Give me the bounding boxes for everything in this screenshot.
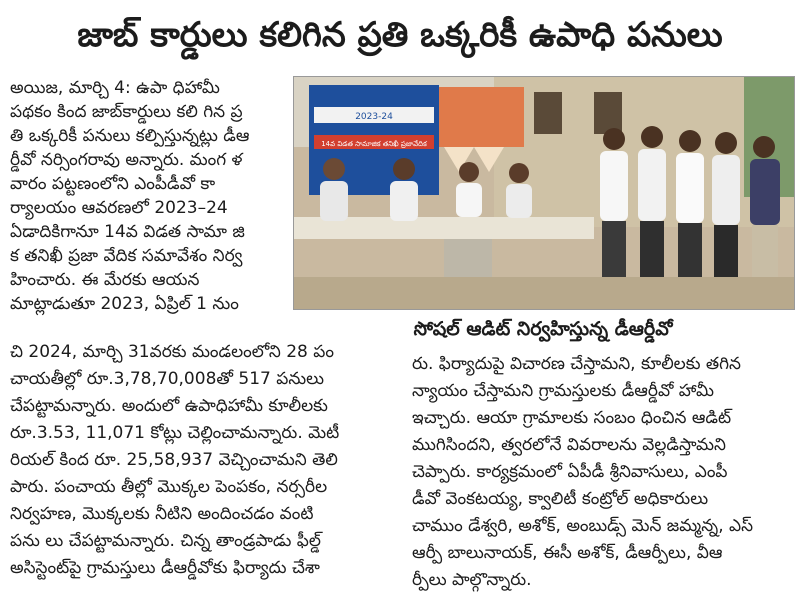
text-line: ముగిసిందని, త్వరలోనే వివరాలను వెల్లడిస్తామని bbox=[412, 435, 726, 455]
headline: జాబ్ కార్డులు కలిగిన ప్రతి ఒక్కరికీ ఉపాధి పనులు bbox=[77, 15, 723, 55]
photo-caption: సోషల్ ఆడిట్ నిర్వహిస్తున్న డీఆర్డీవో bbox=[413, 318, 673, 340]
text-line: చాయతీల్లో రూ.3,78,70,008తో 517 పనులు bbox=[10, 369, 325, 389]
text-line: చెప్పారు. కార్యక్రమంలో ఏపీడీ శ్రీనివాసులు, ఎంపీ bbox=[412, 462, 728, 482]
text-line: అయిజ, మార్చి 4: ఉపా ధిహామీ bbox=[10, 78, 220, 98]
text-line: డీవో వెంకటయ్య, క్వాలిటీ కంట్రోల్ అధికారులు bbox=[412, 489, 709, 509]
text-line: హించారు. ఈ మేరకు ఆయన bbox=[10, 270, 200, 290]
text-line: చి 2024, మార్చి 31వరకు మండలంలోని 28 పం bbox=[10, 342, 334, 362]
text-line: వారం పట్టణంలోని ఎంపీడీవో కా bbox=[10, 174, 216, 194]
text-line: చేపట్టామన్నారు. అందులో ఉపాధిహామీ కూలీలకు bbox=[10, 396, 328, 416]
photo-illustration bbox=[294, 77, 794, 309]
text-line: మాట్లాడుతూ 2023, ఏప్రిల్ 1 నుం bbox=[10, 294, 239, 314]
text-line: పథకం కింద జాబ్‌కార్డులు కలి గిన ప్ర bbox=[10, 102, 243, 122]
text-line: రు. ఫిర్యాదుపై విచారణ చేస్తామని, కూలీలకు తగిన bbox=[412, 354, 741, 374]
text-line: ఏడాదికిగానూ 14వ విడత సామా జి bbox=[10, 222, 245, 242]
text-line: పను లు చేపట్టామన్నారు. చిన్న తాండ్రపాడు ఫీల్డ్ bbox=[10, 531, 321, 551]
text-line: ఆర్పీ బాలునాయక్, ఈసీ అశోక్, డీఆర్పీలు, వీఆ bbox=[412, 543, 723, 563]
text-line: పారు. పంచాయ తీల్లో మొక్కల పెంపకం, నర్సరీల bbox=[10, 477, 328, 497]
banner-subtitle: 2023-24 bbox=[355, 112, 393, 122]
text-line: న్యాయం చేస్తామని గ్రామస్తులకు డీఆర్డీవో హామీ bbox=[412, 381, 714, 401]
text-line: క తనిఖీ ప్రజా వేదిక సమావేశం నిర్వ bbox=[10, 246, 243, 266]
text-line: తి ఒక్కరికీ పనులు కల్పిస్తున్నట్లు డీఆ bbox=[10, 126, 250, 146]
text-line: నిర్వహణ, మొక్కలకు నీటిని అందించడం వంటి bbox=[10, 504, 314, 524]
banner-title: 14వ విడత సామాజిక తనిఖీ ప్రజావేదిక bbox=[321, 140, 427, 148]
text-line: రూ.3.53, 11,071 కోట్లు చెల్లించామన్నారు. మెటీ bbox=[10, 423, 340, 443]
text-line: ర్డీవో నర్సింగరావు అన్నారు. మంగ ళ bbox=[10, 150, 243, 170]
text-line: అసిస్టెంట్‌పై గ్రామస్తులు డీఆర్డీవోకు ఫిర్యాదు చేశా bbox=[10, 558, 320, 578]
text-line: ర్యాలయం ఆవరణలో 2023–24 bbox=[10, 198, 228, 218]
text-line: ఇచ్చారు. ఆయా గ్రామాలకు సంబం ధించిన ఆడిట్ bbox=[412, 408, 732, 428]
text-line: చాముం డేశ్వరి, అశోక్, అంబుడ్స్ మెన్ జమ్మన్న, ఎస్ bbox=[412, 516, 754, 536]
text-line: ర్పీలు పాల్గొన్నారు. bbox=[412, 570, 532, 590]
text-line: రియల్ కింద రూ. 25,58,937 వెచ్చించామని తెలి bbox=[10, 450, 338, 470]
news-photo bbox=[293, 76, 795, 310]
